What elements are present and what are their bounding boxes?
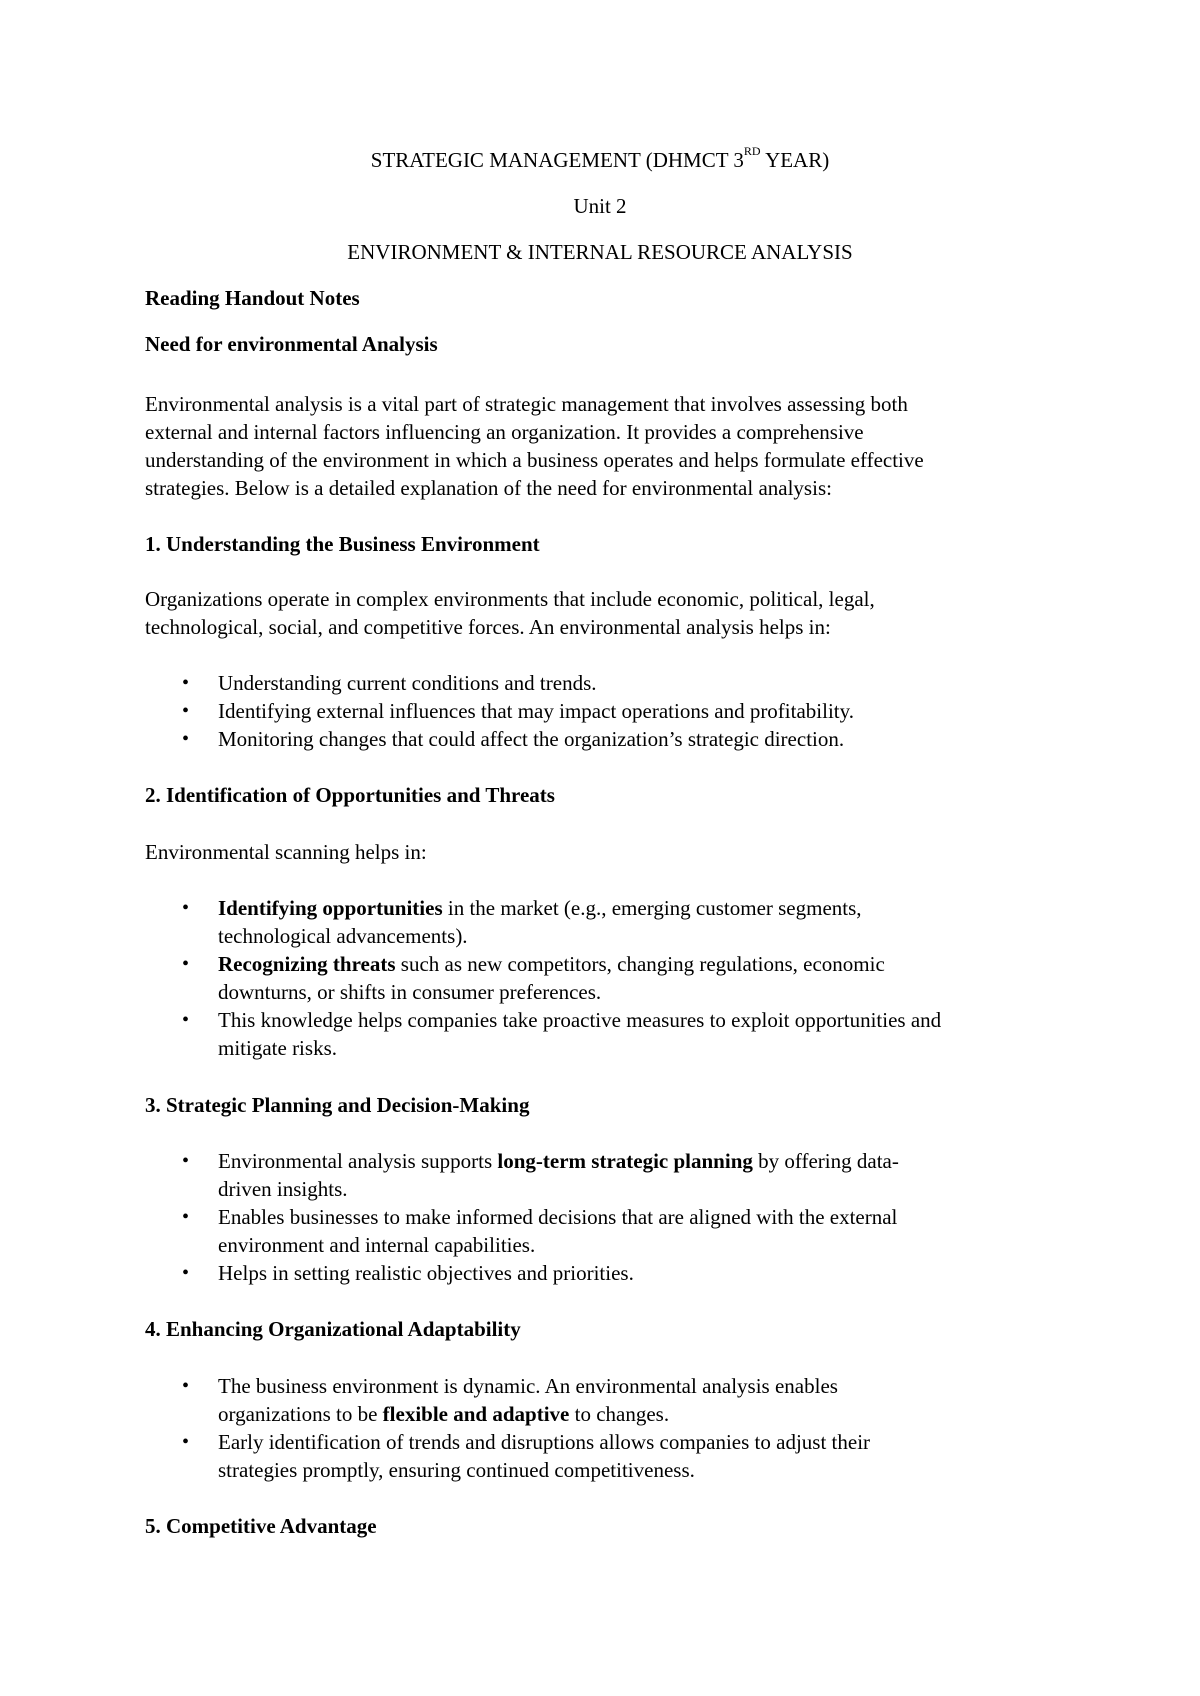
intro-paragraph-line: strategies. Below is a detailed explanation of the need for environmental analysis: [145,476,832,500]
bullet-icon: • [182,1262,190,1284]
list-item: Understanding current conditions and trends. [218,671,597,695]
section-1-paragraph-line: Organizations operate in complex environments that include economic, political, legal, [145,587,875,611]
section-1-heading: 1. Understanding the Business Environment [145,532,540,556]
document-title [0,146,1200,174]
section-2-intro: Environmental scanning helps in: [145,840,427,864]
list-item-text: such as new competitors, changing regulations, economic [395,952,885,976]
list-item [218,950,885,978]
list-item-continuation: technological advancements). [218,924,468,948]
bullet-icon: • [182,1431,190,1453]
list-item: Monitoring changes that could affect the organization’s strategic direction. [218,727,845,751]
list-item-continuation [218,1400,669,1428]
list-item-continuation: mitigate risks. [218,1036,337,1060]
reading-notes-heading: Reading Handout Notes [145,286,360,310]
list-item-continuation: environment and internal capabilities. [218,1233,536,1257]
bullet-icon: • [182,1009,190,1031]
section-4-heading: 4. Enhancing Organizational Adaptability [145,1317,521,1341]
section-1-paragraph-line: technological, social, and competitive forces. An environmental analysis helps in: [145,615,831,639]
bold-phrase: Recognizing threats [218,952,396,976]
list-item [218,894,862,922]
bold-phrase: long-term strategic planning [497,1149,753,1173]
bold-phrase: flexible and adaptive [382,1402,570,1426]
list-item-continuation: downturns, or shifts in consumer preferences. [218,980,602,1004]
intro-paragraph-line: external and internal factors influencing an organization. It provides a comprehensive [145,420,864,444]
need-heading: Need for environmental Analysis [145,332,438,356]
list-item-text: in the market (e.g., emerging customer segments, [442,896,862,920]
title-text: STRATEGIC MANAGEMENT (DHMCT 3 [370,148,744,172]
section-5-heading: 5. Competitive Advantage [145,1514,377,1538]
list-item: Enables businesses to make informed decisions that are aligned with the external [218,1205,898,1229]
title-text-end: YEAR) [760,148,830,172]
list-item: Helps in setting realistic objectives and priorities. [218,1261,634,1285]
bullet-icon: • [182,728,190,750]
title-superscript: RD [743,144,761,158]
list-item-text: by offering data- [752,1149,899,1173]
list-item-continuation: strategies promptly, ensuring continued competitiveness. [218,1458,695,1482]
list-item: The business environment is dynamic. An environmental analysis enables [218,1374,838,1398]
list-item-text: organizations to be [218,1402,383,1426]
bold-phrase: Identifying opportunities [218,896,443,920]
list-item-text: to changes. [569,1402,670,1426]
bullet-icon: • [182,1206,190,1228]
list-item-continuation: driven insights. [218,1177,348,1201]
section-3-heading: 3. Strategic Planning and Decision-Making [145,1093,530,1117]
bullet-icon: • [182,672,190,694]
bullet-icon: • [182,953,190,975]
list-item: Early identification of trends and disruptions allows companies to adjust their [218,1430,871,1454]
bullet-icon: • [182,1150,190,1172]
bullet-icon: • [182,897,190,919]
bullet-icon: • [182,700,190,722]
bullet-icon: • [182,1375,190,1397]
unit-label: Unit 2 [573,194,627,218]
list-item [218,1147,899,1175]
list-item: This knowledge helps companies take proactive measures to exploit opportunities and [218,1008,942,1032]
list-item: Identifying external influences that may impact operations and profitability. [218,699,855,723]
section-2-heading: 2. Identification of Opportunities and Threats [145,783,555,807]
intro-paragraph-line: Environmental analysis is a vital part of strategic management that involves assessing both [145,392,908,416]
list-item-text: Environmental analysis supports [218,1149,498,1173]
document-subtitle: ENVIRONMENT & INTERNAL RESOURCE ANALYSIS [347,240,853,264]
intro-paragraph-line: understanding of the environment in which a business operates and helps formulate effective [145,448,924,472]
